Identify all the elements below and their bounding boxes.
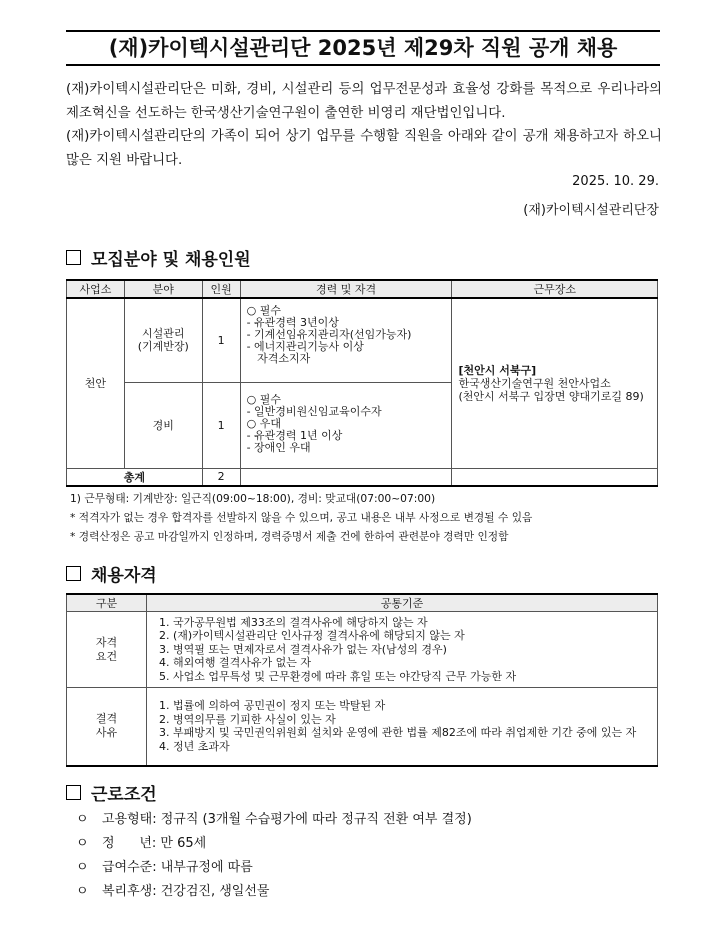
checkbox-square-icon [66, 566, 81, 581]
circle-bullet-icon: ㅇ [76, 860, 89, 875]
note-line: 1) 근무형태: 기계반장: 일근직(09:00~18:00), 경비: 맞교대(07:00~07:00) [70, 492, 436, 505]
criteria-item: 4. 해외여행 결격사유가 없는 자 [159, 656, 311, 670]
list-item [76, 832, 472, 856]
requirement-line: - 유관경력 1년 이상 [246, 428, 343, 442]
criteria-cell [147, 688, 658, 766]
note-line: * 경력산정은 공고 마감일까지 인정하며, 경력증명서 제출 건에 한하여 관련분야 경력만 인정함 [70, 530, 509, 543]
criteria-item: 3. 부패방지 및 국민권익위원회 설치와 운영에 관한 법률 제82조에 따라 취업제한 기간 중에 있는 자 [159, 726, 637, 740]
requirements-cell [240, 382, 452, 468]
checkbox-square-icon [66, 785, 81, 800]
list-item [76, 880, 472, 904]
recruitment-notes [70, 489, 532, 546]
section-qualification-title [66, 561, 157, 586]
header-category: 구분 [67, 594, 147, 612]
intro-paragraph-1: (재)카이텍시설관리단은 미화, 경비, 시설관리 등의 업무전문성과 효율성 강화를 목적으로 우리나라의 제조혁신을 선도하는 한국생산기술연구원이 출연한 비영리 재단법인입니다. [66, 82, 662, 121]
total-row [67, 468, 658, 486]
header-workplace: 근무장소 [452, 280, 658, 298]
criteria-item: 2. (재)카이텍시설관리단 인사규정 결격사유에 해당되지 않는 자 [159, 629, 465, 643]
table-row [67, 688, 658, 766]
condition-text: 고용형태: 정규직 (3개월 수습평가에 따라 정규직 전환 여부 결정) [102, 812, 472, 827]
qualification-table [66, 593, 658, 767]
criteria-cell [147, 612, 658, 688]
requirement-line: - 유관경력 3년이상 [246, 316, 339, 329]
criteria-item: 5. 사업소 업무특성 및 근무환경에 따라 휴일 또는 야간당직 근무 가능한 자 [159, 669, 517, 683]
total-empty-cell [452, 468, 658, 486]
checkbox-square-icon [66, 250, 81, 265]
site-cell: 천안 [67, 298, 125, 468]
requirement-line: 자격소지자 [246, 352, 311, 365]
requirement-line: - 일반경비원신임교육이수자 [246, 404, 382, 418]
header-criteria: 공통기준 [147, 594, 658, 612]
total-label: 총계 [67, 468, 203, 486]
criteria-item: 1. 법률에 의하여 공민권이 정지 또는 박탈된 자 [159, 699, 386, 713]
intro-text [66, 78, 662, 172]
issuer-name: (재)카이텍시설관리단장 [523, 203, 659, 218]
requirement-line: - 기계선임유지관리자(선임가능자) [246, 328, 412, 341]
table-row [67, 298, 658, 382]
condition-text: 복리후생: 건강검진, 생일선물 [102, 884, 270, 899]
requirement-line: ○ 우대 [246, 416, 281, 430]
header-site: 사업소 [67, 280, 125, 298]
workplace-address: (천안시 서북구 입장면 양대기로길 89) [458, 389, 644, 403]
circle-bullet-icon: ㅇ [76, 884, 89, 899]
total-count: 2 [202, 468, 240, 486]
field-cell: 경비 [124, 382, 202, 468]
count-cell: 1 [202, 298, 240, 382]
requirement-line: - 에너지관리기능사 이상 [246, 340, 364, 353]
qualification-table-header [67, 594, 658, 612]
criteria-item: 2. 병역의무를 기피한 사실이 있는 자 [159, 712, 336, 726]
workplace-cell [452, 298, 658, 468]
table-row [67, 612, 658, 688]
circle-bullet-icon: ㅇ [76, 812, 89, 827]
section-conditions-title [66, 780, 157, 805]
requirements-cell [240, 298, 452, 382]
recruitment-table [66, 279, 658, 487]
requirement-line: ○ 필수 [246, 304, 281, 317]
criteria-item: 1. 국가공무원법 제33조의 결격사유에 해당하지 않는 자 [159, 615, 428, 629]
announcement-date: 2025. 10. 29. [572, 174, 659, 189]
condition-text: 정 년: 만 65세 [102, 836, 207, 851]
section-qualification-label: 채용자격 [91, 566, 157, 586]
recruitment-table-header [67, 280, 658, 298]
header-requirements: 경력 및 자격 [240, 280, 452, 298]
intro-paragraph-2: (재)카이텍시설관리단의 가족이 되어 상기 업무를 수행할 직원을 아래와 같이 공개 채용하고자 하오니 많은 지원 바랍니다. [66, 129, 662, 168]
section-recruitment-label: 모집분야 및 채용인원 [91, 250, 251, 270]
list-item [76, 856, 472, 880]
page-title: (재)카이텍시설관리단 2025년 제29차 직원 공개 채용 [66, 30, 660, 66]
header-field: 분야 [124, 280, 202, 298]
condition-text: 급여수준: 내부규정에 따름 [102, 860, 253, 875]
conditions-list [76, 808, 472, 904]
header-count: 인원 [202, 280, 240, 298]
total-empty-cell [240, 468, 452, 486]
requirement-line: - 장애인 우대 [246, 440, 311, 454]
field-cell: 시설관리 (기계반장) [124, 298, 202, 382]
note-line: * 적격자가 없는 경우 합격자를 선발하지 않을 수 있으며, 공고 내용은 내부 사정으로 변경될 수 있음 [70, 511, 533, 524]
section-recruitment-title [66, 245, 251, 270]
criteria-item: 4. 정년 초과자 [159, 739, 230, 753]
category-cell: 결격 사유 [67, 688, 147, 766]
workplace-name: 한국생산기술연구원 천안사업소 [458, 376, 611, 390]
criteria-item: 3. 병역필 또는 면제자로서 결격사유가 없는 자(남성의 경우) [159, 642, 447, 656]
category-cell: 자격 요건 [67, 612, 147, 688]
list-item [76, 808, 472, 832]
workplace-region: [천안시 서북구] [458, 363, 537, 377]
requirement-line: ○ 필수 [246, 392, 281, 406]
circle-bullet-icon: ㅇ [76, 836, 89, 851]
count-cell: 1 [202, 382, 240, 468]
section-conditions-label: 근로조건 [91, 785, 157, 805]
